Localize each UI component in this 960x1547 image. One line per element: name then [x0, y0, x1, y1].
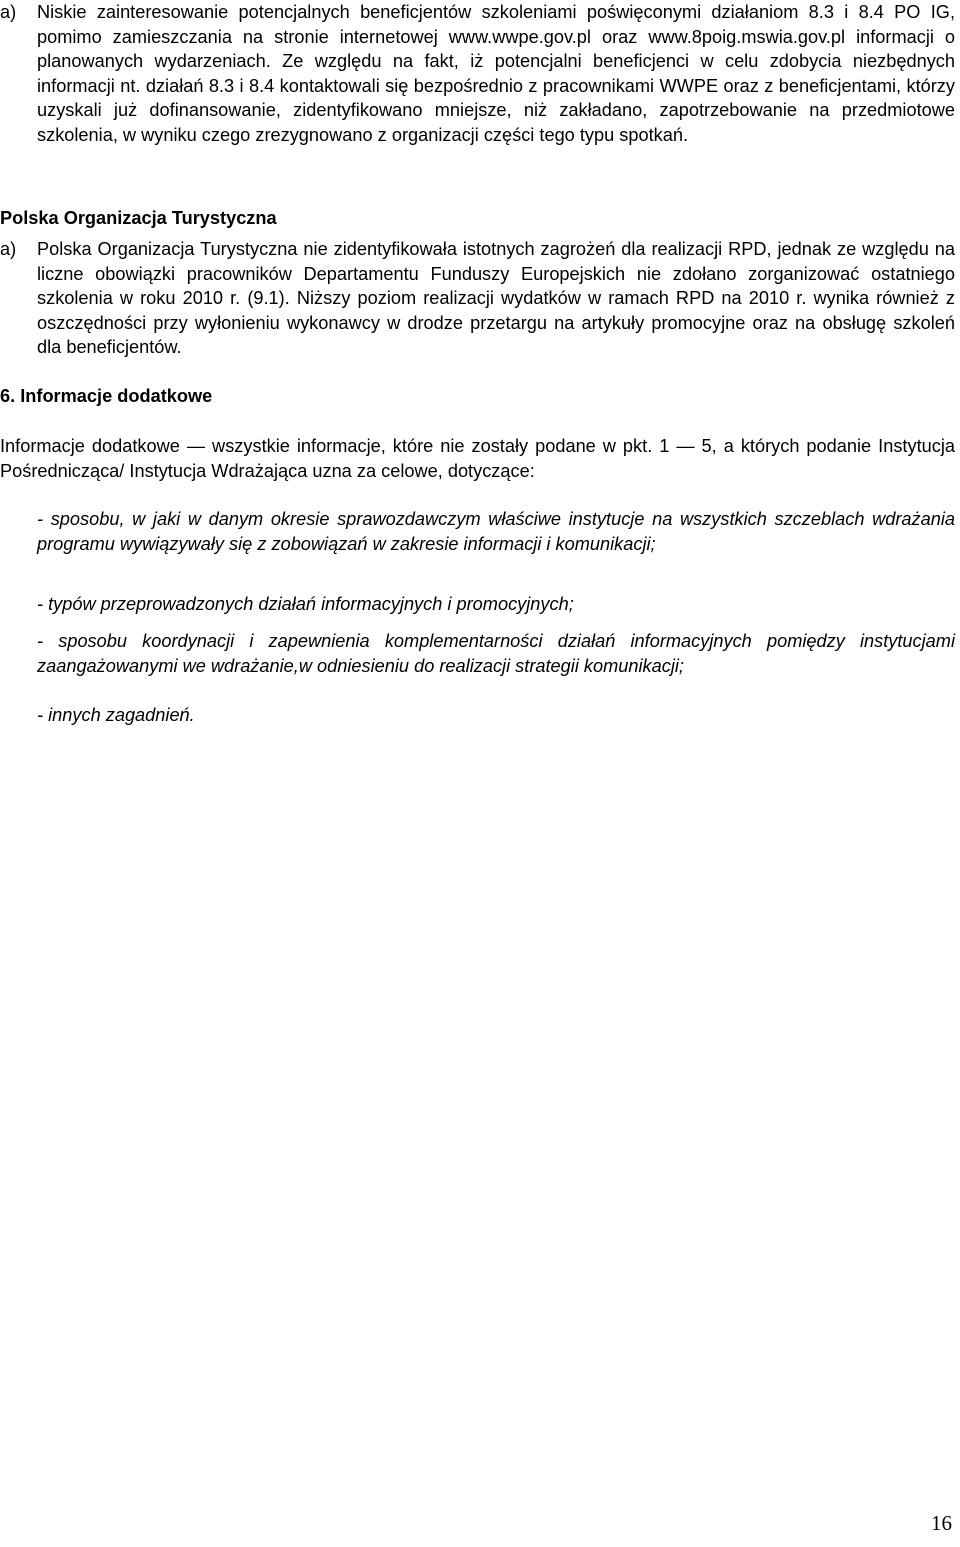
section-a-label: a)	[0, 2, 17, 22]
pot-section-a-paragraph: Polska Organizacja Turystyczna nie zidentyfikowała istotnych zagrożeń dla realizacji RPD, jednak ze względu na liczne obowiązki pracowników Departamentu Funduszy Europejskich nie zdołano zorganizować ostatniego szkolenia w roku 2010 r. (9.1). Niższy poziom realizacji wydatków w ramach RPD na 2010 r. wynika również z oszczędności przy wyłonieniu wykonawcy w drodze przetargu na artykuły promocyjne oraz na obsługę szkoleń dla beneficjentów.	[37, 239, 955, 357]
list-item-coordination-institutions: - sposobu, w jaki w danym okresie sprawozdawczym właściwe instytucje na wszystkich szczeblach wdrażania programu wywiązywały się z zobowiązań w zakresie informacji i komunikacji;	[37, 509, 955, 554]
section-6-heading: 6. Informacje dodatkowe	[0, 386, 213, 406]
list-item-coordination-complementarity: - sposobu koordynacji i zapewnienia komplementarności działań informacyjnych pomiędzy instytucjami zaangażowanymi we wdrażanie,w odniesieniu do realizacji strategii komunikacji;	[37, 631, 955, 676]
page-number: 16	[931, 1511, 952, 1535]
list-item-other-issues: - innych zagadnień.	[37, 705, 195, 725]
pot-heading: Polska Organizacja Turystyczna	[0, 208, 277, 228]
list-item-action-types: - typów przeprowadzonych działań informacyjnych i promocyjnych;	[37, 594, 574, 614]
section-a-paragraph: Niskie zainteresowanie potencjalnych beneficjentów szkoleniami poświęconymi działaniom 8.3 i 8.4 PO IG, pomimo zamieszczania na stronie internetowej www.wwpe.gov.pl oraz www.8poig.mswia.gov.pl informacji o planowanych wydarzeniach. Ze względu na fakt, iż potencjalni beneficjenci w celu zdobycia niezbędnych informacji nt. działań 8.3 i 8.4 kontaktowali się bezpośrednio z pracownikami WWPE oraz z beneficjentami, którzy uzyskali już dofinansowanie, zidentyfikowano mniejsze, niż zakładano, zapotrzebowanie na przedmiotowe szkolenia, w wyniku czego zrezygnowano z organizacji części tego typu spotkań.	[37, 2, 955, 145]
pot-section-a-label: a)	[0, 239, 17, 259]
section-6-intro: Informacje dodatkowe — wszystkie informacje, które nie zostały podane w pkt. 1 — 5, a których podanie Instytucja Pośrednicząca/ Instytucja Wdrażająca uzna za celowe, dotyczące:	[0, 436, 955, 481]
